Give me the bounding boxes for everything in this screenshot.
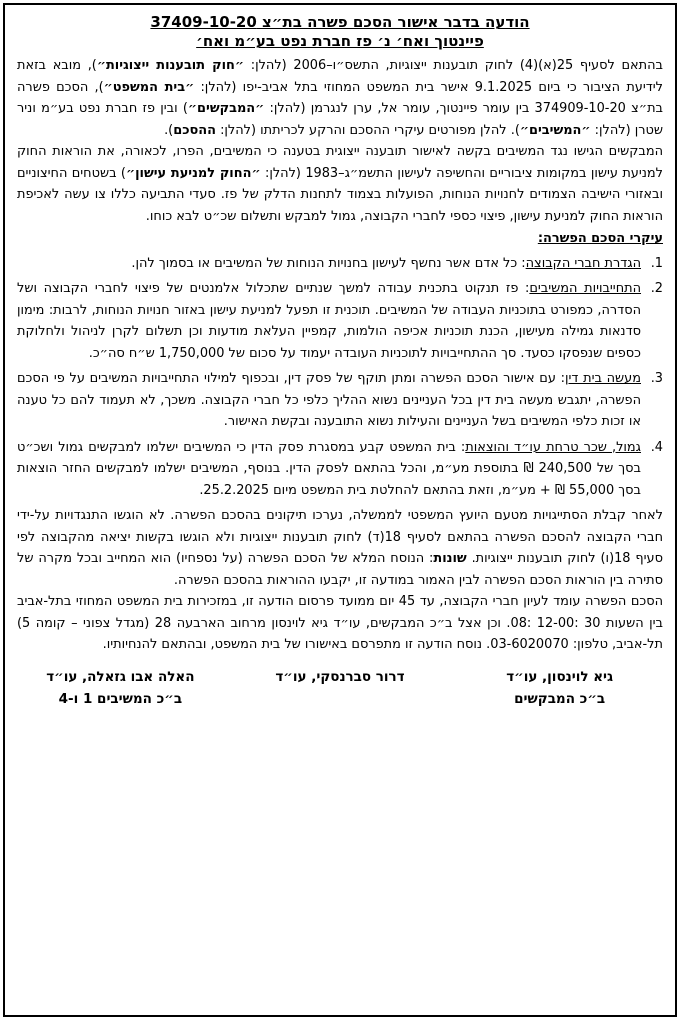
signature-block — [237, 666, 444, 710]
intro-term-petitioners: ״המבקשים״ — [187, 101, 265, 116]
signature-role: ב״כ המשיבים 1 ו-4 — [58, 690, 183, 707]
signature-name: גיא לוינסון, עו״ד — [506, 668, 614, 685]
settlement-item — [17, 437, 663, 502]
settlement-item — [17, 278, 663, 364]
notice-body — [17, 55, 663, 656]
closing-term-misc: שונות — [433, 551, 467, 566]
intro-text-6: ). — [164, 122, 174, 138]
item-heading: גמול, שכר טרחת עו״ד והוצאות — [465, 439, 641, 455]
settlement-items — [17, 253, 663, 502]
title-line-1: הודעה בדבר אישור הסכם פשרה בת״צ 37409-10-20 — [150, 13, 530, 31]
settlement-item — [17, 368, 663, 433]
intro-text-5: ). להלן מפורטים עיקרי ההסכם והרקע לכריתתו (להלן: — [215, 122, 520, 138]
item-number: 3. — [650, 371, 663, 386]
availability-paragraph: הסכם הפשרה עומד לעיון חברי הקבוצה, עד 45 יום ממועד פרסום הודעה זו, במזכירות בית המשפט המחוזי בתל-אביב בין השעות 30 :12-00 :08. וכן אצל ב״כ המבקשים, עו״ד גיא לוינסון מרחוב הארבעה 28 (מגדל צפוני – קומה 5) תל-אביב, טלפון: 03-6020070. נוסח הודעה זו מתפרסם באישורו של בית המשפט, ובהתאם להנחיותיו. — [17, 594, 663, 652]
item-number: 4. — [650, 439, 663, 455]
item-text: : כל אדם אשר נחשף לעישון בחנויות הנוחות של המשיבים או בסמוך להן. — [131, 255, 526, 271]
intro-term-agreement: ההסכם — [173, 122, 216, 138]
closing-text-2: : הנוסח המלא של הסכם הפשרה (על נספחיו) הוא המחייב ובכל מקרה של סתירה בין הוראות הסכם הפשרה לבין האמור במודעה זו, יקבעו ההוראות בהסכם הפשרה. — [17, 551, 663, 588]
intro-text-4: ) ובין פז חברת נפט בע״מ וניר שטרן (להלן: — [17, 101, 663, 138]
intro-term-law: ״חוק תובענות ייצוגיות״ — [96, 58, 245, 73]
closing-text-1: לאחר קבלת הסתייגויות מטעם היועץ המשפטי לממשלה, נערכו תיקונים בהסכם הפשרה. לא הוגשו התנגדויות על-ידי חברי הקבוצה להסכם הפשרה בהתאם לסעיף 18(ד) לחוק תובענות ייצוגיות ולא הוגשו בקשות יציאה מהקבוצה לפי סעיף 18(ו) לחוק תובענות ייצוגיות. — [17, 508, 663, 566]
item-heading: מעשה בית דין — [564, 371, 641, 386]
intro-text-1: בהתאם לסעיף 25(א)(4) לחוק תובענות ייצוגיות, התשס״ו–2006 (להלן: — [244, 58, 663, 73]
signature-name: דרור סברנסקי, עו״ד — [275, 668, 405, 685]
settlement-item — [17, 253, 663, 275]
item-text: : פז תנקוט בתכנית עבודה למשך שנתיים שתכלול אלמנטים של פיצוי לחברי הקבוצה ושל הסדרה, כמפורט בתוכניות העבודה של המשיבים. תוכנית זו תפעל למניעת עישון באזור חנויות הנוחות, לרבות: מימון סדנאות גמילה מעישון, הכנת תוכניות אכיפה הולמות, קמפיין העלאת מודעות וכן תשלום לקרן לניהול ולחלוקת כספים שנפסקו כסעד. סך ההתחייבויות לתוכניות העובדה יעמוד על סכום של 1,750,000 ש״ח סה״כ. — [17, 281, 641, 361]
intro-text-3: ), הסכם פשרה בת״צ 374909-10-20 בין עומר פיינטוך, עומר אל, ערן לנגרמן (להלן: — [17, 79, 663, 116]
legal-notice — [3, 3, 677, 1017]
background-paragraph — [17, 141, 663, 227]
intro-text-2: ), מובא בזאת לידיעת הציבור כי ביום 9.1.2025 אישר בית המשפט המחוזי בתל אביב-יפו (להלן: — [17, 58, 664, 95]
signature-name: האלה אבו גזאלה, עו״ד — [46, 668, 195, 685]
signatures — [17, 666, 663, 710]
background-term-law: ״החוק למניעת עישון״ — [125, 165, 261, 181]
background-text-1: המבקשים הגישו נגד המשיבים בקשה לאישור תובענה ייצוגית בטענה כי המשיבים, הפרו, לכאורה, את הוראות החוק למניעת עישון במקומות ציבוריים והחשיפה לעישון התשמ״ג–1983 (להלן: — [17, 144, 664, 181]
intro-term-respondents: ״המשיבים״ — [519, 122, 591, 138]
item-heading: התחייבויות המשיבים — [529, 281, 642, 296]
item-text: : עם אישור הסכם הפשרה ומתן תוקף של פסק דין, ובכפוף למילוי התחייבויות המשיבים על פי הסכם הפשרה, יתגבש מעשה בית דין בכל העניינים נשוא ההליך כלפי כל חברי הקבוצה. משכך, לא תעמוד להם כל טענה או זכות כלפי המשיבים בשל העניינים והעילות נשוא התובענה ובקשת האישור. — [17, 371, 641, 429]
item-number: 2. — [650, 281, 663, 296]
item-number: 1. — [650, 255, 663, 271]
signature-block — [17, 666, 224, 710]
intro-paragraph — [17, 55, 663, 141]
item-text: : בית המשפט קבע במסגרת פסק הדין כי המשיבים ישלמו למבקשים גמול ושכ״ט בסך של 240,500 ₪ בתוספת מע״מ, והכל בהתאם לפסק הדין. בנוסף, המשיבים ישלמו למבקשים החזר הוצאות בסך 55,000 ₪ + מע״מ, וזאת בהתאם להחלטת בית המשפט מיום 25.2.2025. — [17, 439, 641, 498]
signature-block — [456, 666, 663, 710]
signature-role: ב״כ המבקשים — [514, 690, 606, 707]
title-line-2: פיינטוך ואח׳ נ׳ פז חברת נפט בע״מ ואח׳ — [196, 32, 484, 50]
intro-term-court: ״בית המשפט״ — [103, 79, 195, 95]
item-heading: הגדרת חברי הקבוצה — [525, 255, 641, 271]
notice-title — [17, 13, 663, 51]
background-text-2: ) בשטחים החיצוניים ובאזורי הישיבה הצמודים לחנויות הנוחות, הפועלות בצמוד לתחנות הדלק של פז. סעדי התביעה כללו צו עשה לאכיפת הוראות החוק למניעת עישון, פיצוי כספי לחברי הקבוצה, גמול למבקש ותשלום שכ״ט לבא כוחו. — [17, 165, 663, 224]
section-title: עיקרי הסכם הפשרה: — [537, 231, 663, 246]
closing-paragraph — [17, 505, 663, 591]
